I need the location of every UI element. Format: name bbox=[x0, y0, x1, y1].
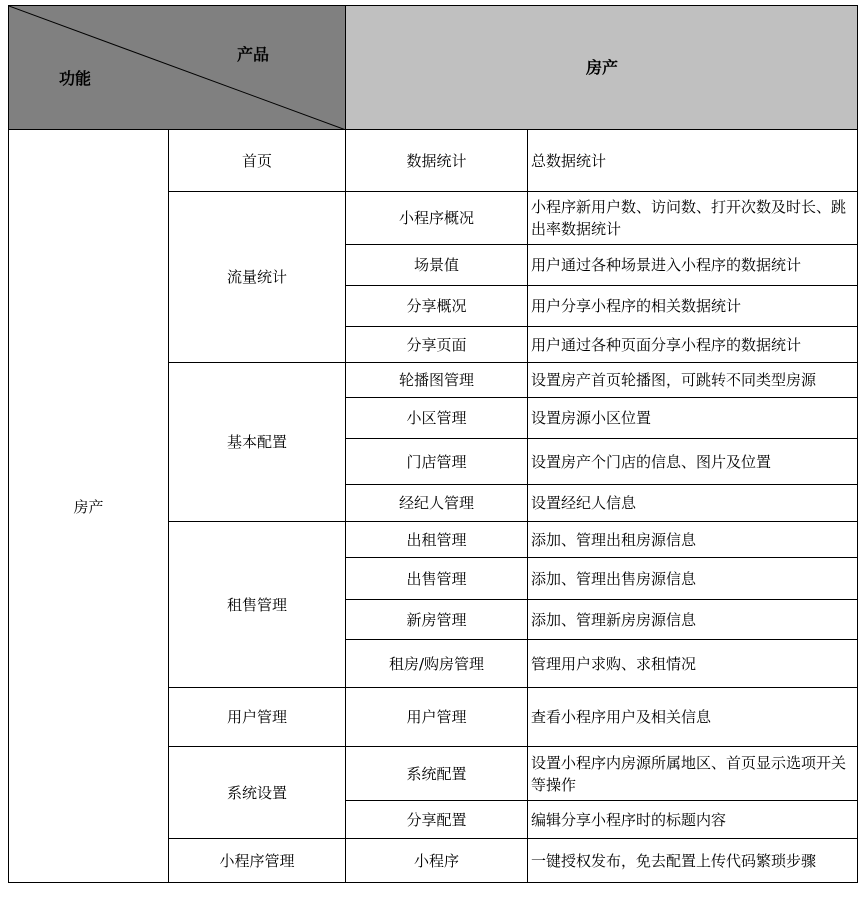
item-label: 小区管理 bbox=[406, 409, 467, 427]
table-row-desc bbox=[527, 191, 858, 244]
item-label: 轮播图管理 bbox=[398, 371, 474, 389]
group-cell bbox=[168, 746, 345, 838]
desc-label: 设置房源小区位置 bbox=[531, 409, 652, 427]
group-label: 租售管理 bbox=[226, 595, 287, 614]
desc-label: 总数据统计 bbox=[531, 151, 607, 170]
table-row-item bbox=[345, 484, 527, 521]
table-row-item bbox=[345, 599, 527, 639]
table-row-item bbox=[345, 687, 527, 746]
header-function-label: 功能 bbox=[59, 69, 92, 88]
table-row-desc bbox=[527, 285, 858, 326]
table-row-desc bbox=[527, 800, 858, 838]
table-row-desc bbox=[527, 838, 858, 883]
header-title-cell bbox=[345, 5, 858, 129]
table-row-desc bbox=[527, 557, 858, 599]
table-row-desc bbox=[527, 129, 858, 191]
desc-label: 设置经纪人信息 bbox=[531, 494, 637, 512]
table-row-item bbox=[345, 521, 527, 557]
table-row-desc bbox=[527, 397, 858, 438]
item-label: 租房/购房管理 bbox=[388, 654, 485, 673]
group-cell bbox=[168, 687, 345, 746]
group-cell bbox=[168, 191, 345, 362]
desc-label: 添加、管理出租房源信息 bbox=[531, 530, 697, 549]
group-label: 小程序管理 bbox=[219, 852, 295, 870]
table-row-desc bbox=[527, 326, 858, 362]
group-cell bbox=[168, 838, 345, 883]
table-row-desc bbox=[527, 521, 858, 557]
table-row-desc bbox=[527, 687, 858, 746]
table-row-item bbox=[345, 639, 527, 687]
desc-label: 编辑分享小程序时的标题内容 bbox=[531, 810, 727, 829]
table-row-item bbox=[345, 838, 527, 883]
item-label: 出租管理 bbox=[406, 530, 467, 549]
desc-label: 添加、管理出售房源信息 bbox=[531, 569, 697, 588]
table-row-desc bbox=[527, 244, 858, 285]
table-row-item bbox=[345, 191, 527, 244]
feature-table bbox=[8, 5, 858, 883]
group-cell bbox=[168, 129, 345, 191]
table-row-desc bbox=[527, 599, 858, 639]
item-label: 小程序概况 bbox=[398, 209, 474, 227]
table-row-item bbox=[345, 746, 527, 800]
item-label: 分享概况 bbox=[406, 297, 467, 315]
item-label: 经纪人管理 bbox=[398, 494, 474, 512]
table-row-desc bbox=[527, 484, 858, 521]
item-label: 系统配置 bbox=[406, 764, 467, 783]
header-product-label: 产品 bbox=[237, 45, 270, 64]
desc-label: 一键授权发布，免去配置上传代码繁琐步骤 bbox=[531, 852, 817, 870]
table-row-item bbox=[345, 438, 527, 484]
desc-label: 设置小程序内房源所属地区、首页显示选项开关等操作 bbox=[531, 753, 847, 794]
desc-label: 小程序新用户数、访问数、打开次数及时长、跳出率数据统计 bbox=[531, 198, 847, 238]
desc-label: 设置房产个门店的信息、图片及位置 bbox=[531, 452, 772, 471]
group-label: 用户管理 bbox=[226, 708, 287, 726]
desc-label: 查看小程序用户及相关信息 bbox=[531, 708, 712, 726]
header-diagonal-cell bbox=[8, 5, 345, 129]
item-label: 用户管理 bbox=[406, 708, 467, 726]
item-label: 数据统计 bbox=[406, 151, 467, 170]
table-row-desc bbox=[527, 746, 858, 800]
table-row-item bbox=[345, 129, 527, 191]
table-row-desc bbox=[527, 362, 858, 397]
table-row-item bbox=[345, 244, 527, 285]
table-row-item bbox=[345, 800, 527, 838]
group-cell bbox=[168, 362, 345, 521]
table-row-item bbox=[345, 326, 527, 362]
table-row-item bbox=[345, 557, 527, 599]
desc-label: 添加、管理新房房源信息 bbox=[531, 610, 697, 629]
desc-label: 管理用户求购、求租情况 bbox=[531, 654, 697, 673]
group-label: 流量统计 bbox=[226, 268, 287, 286]
table-row-item bbox=[345, 397, 527, 438]
item-label: 分享页面 bbox=[406, 335, 467, 354]
table-row-desc bbox=[527, 639, 858, 687]
header-title: 房产 bbox=[585, 57, 618, 77]
desc-label: 用户通过各种场景进入小程序的数据统计 bbox=[531, 256, 802, 274]
item-label: 场景值 bbox=[413, 256, 459, 274]
table-row-item bbox=[345, 285, 527, 326]
group-label: 基本配置 bbox=[226, 433, 287, 451]
desc-label: 设置房产首页轮播图，可跳转不同类型房源 bbox=[531, 371, 817, 389]
item-label: 分享配置 bbox=[406, 810, 467, 829]
table-row-desc bbox=[527, 438, 858, 484]
item-label: 新房管理 bbox=[406, 610, 467, 629]
group-cell bbox=[168, 521, 345, 687]
desc-label: 用户分享小程序的相关数据统计 bbox=[531, 297, 742, 315]
table-row-item bbox=[345, 362, 527, 397]
item-label: 门店管理 bbox=[406, 452, 467, 471]
item-label: 出售管理 bbox=[406, 569, 467, 588]
desc-label: 用户通过各种页面分享小程序的数据统计 bbox=[531, 335, 802, 354]
group-label: 系统设置 bbox=[226, 783, 287, 802]
item-label: 小程序 bbox=[413, 852, 459, 870]
group-label: 首页 bbox=[241, 151, 272, 170]
category-cell bbox=[8, 129, 168, 883]
category-label: 房产 bbox=[73, 497, 104, 516]
